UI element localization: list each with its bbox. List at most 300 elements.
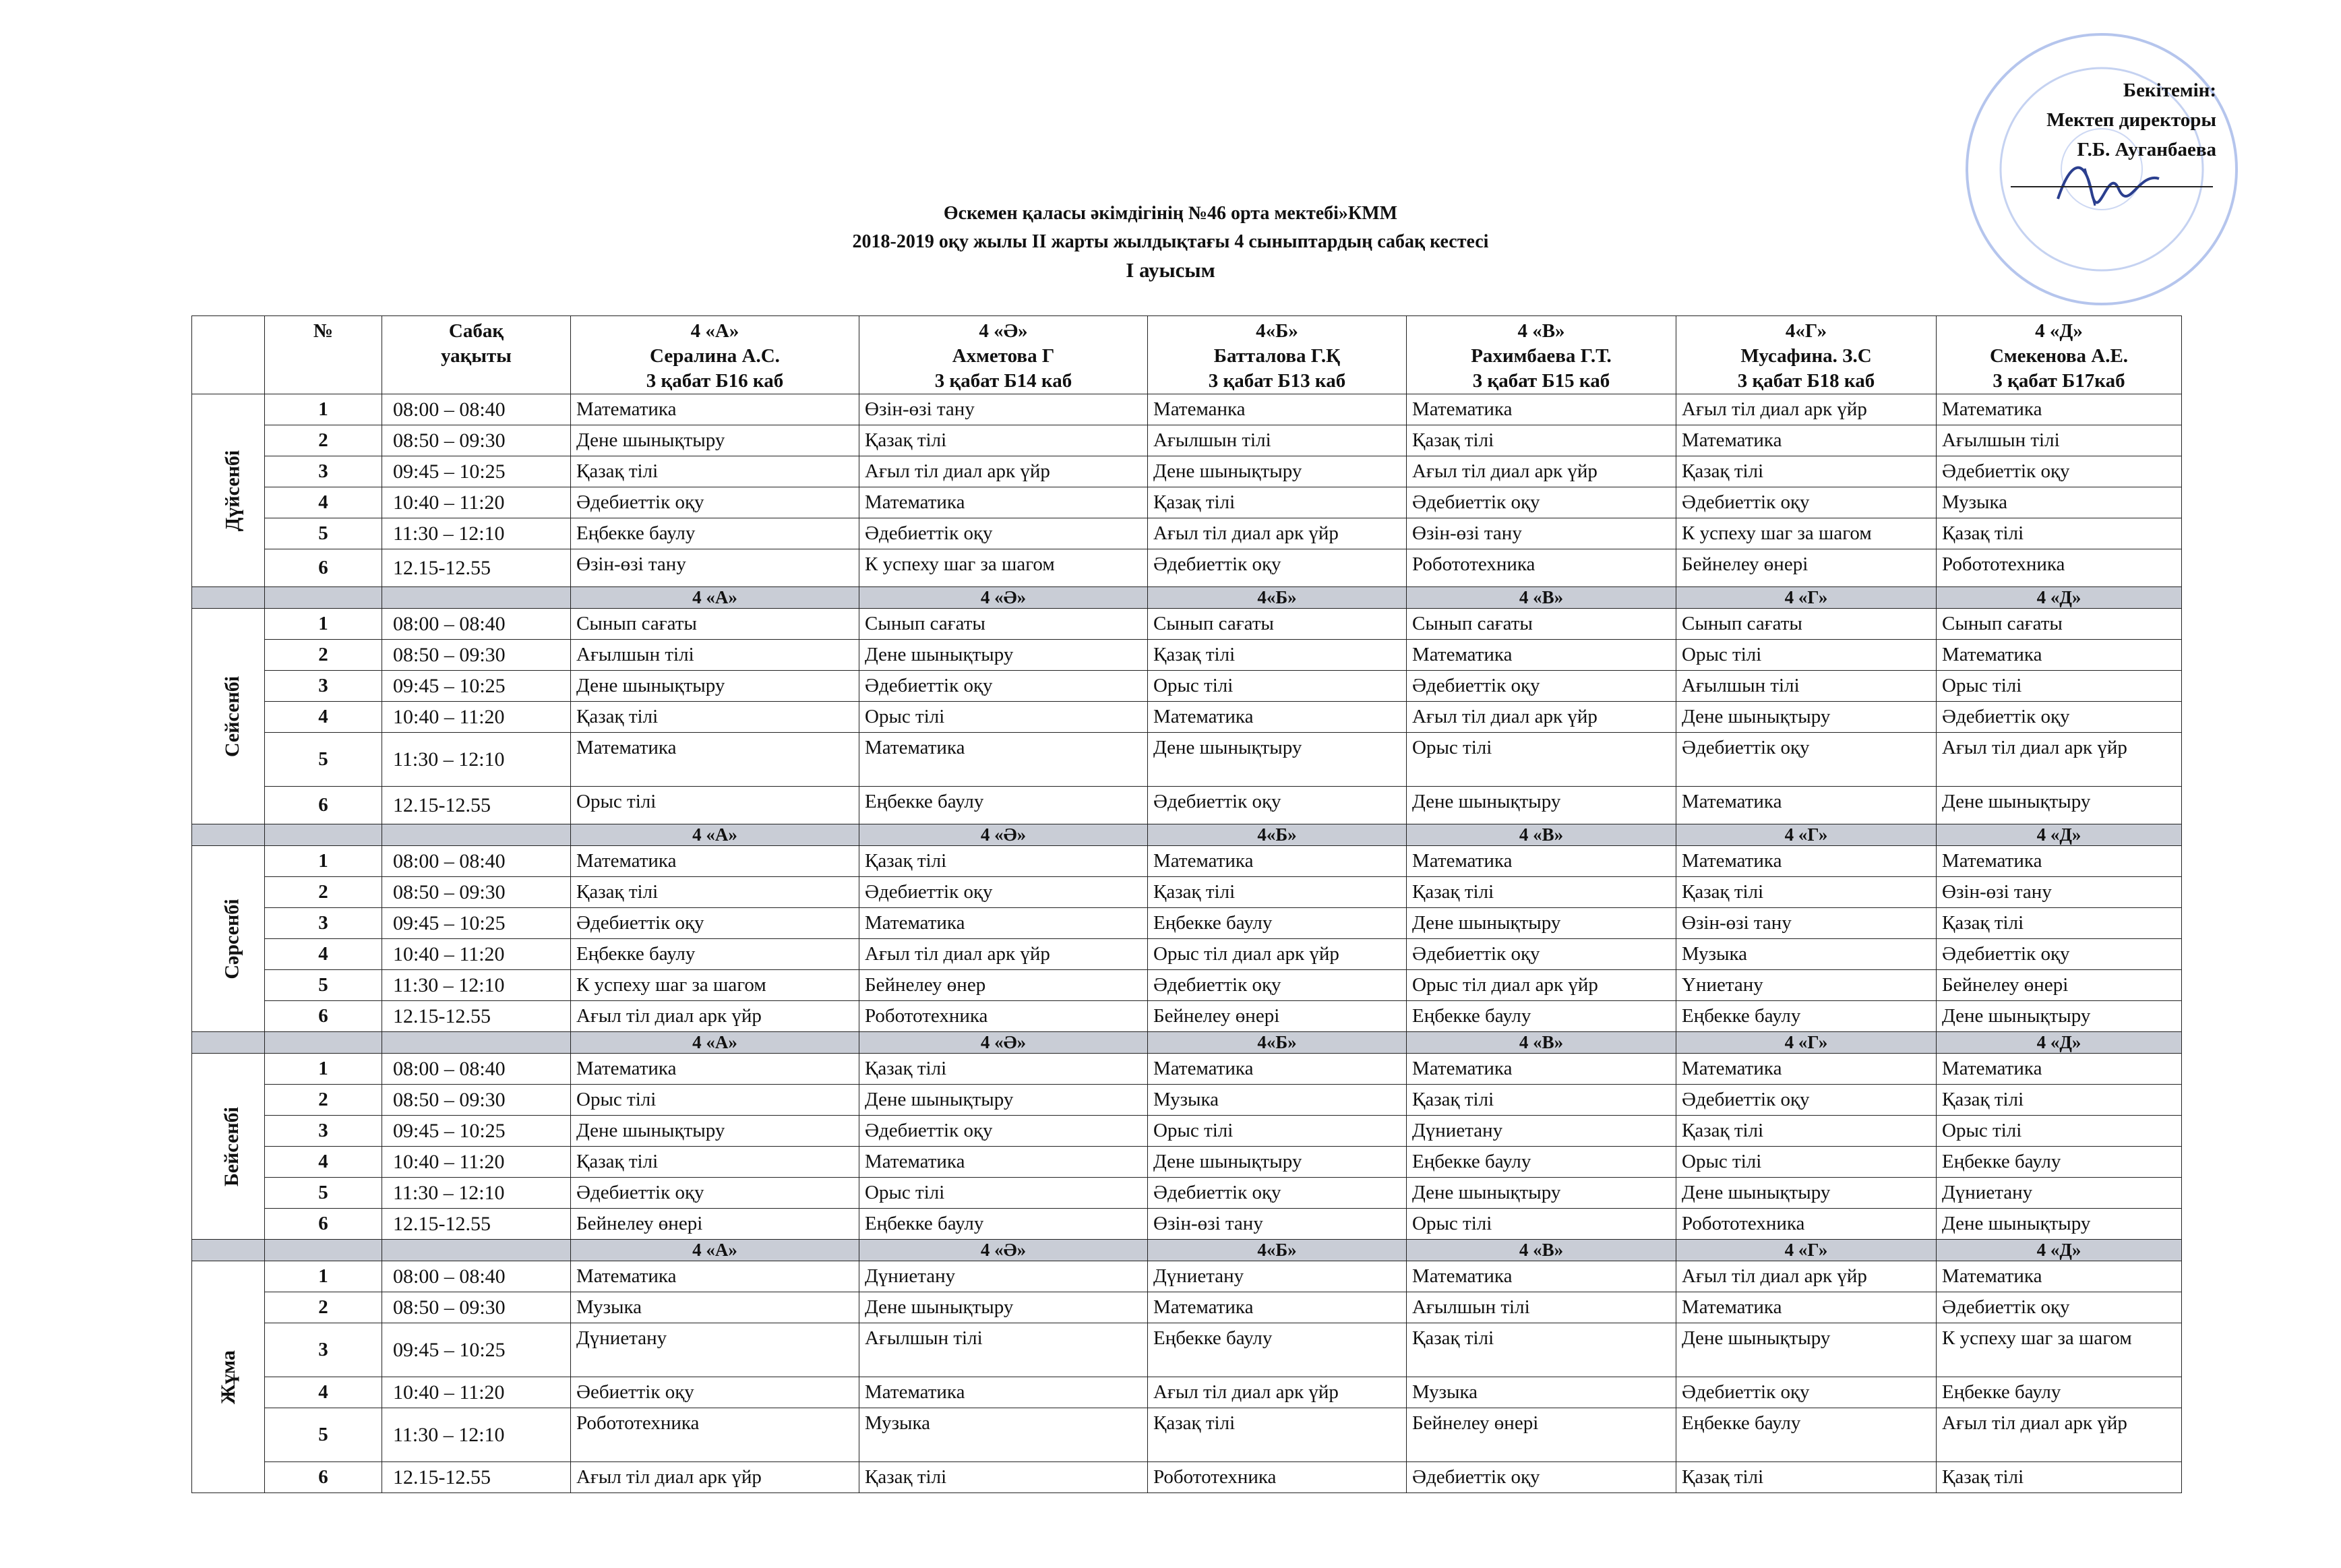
subject-cell: Әдебиеттік оқу [1407,671,1676,702]
lesson-row [192,733,2182,787]
subject-cell: Қазақ тілі [1407,877,1676,908]
lesson-time: 08:00 – 08:40 [382,394,571,425]
subject-cell: Қазақ тілі [1407,1323,1676,1377]
subject-cell: Қазақ тілі [1676,1462,1937,1493]
subject-cell: Ағыл тіл диал арк үйр [1937,733,2182,787]
subject-cell: Ағыл тіл диал арк үйр [1676,1261,1937,1292]
separator-class-label: 4«Б» [1148,1240,1407,1261]
subject-cell: Қазақ тілі [1148,877,1407,908]
subject-cell: Математика [571,846,859,877]
subject-cell: Дене шынықтыру [1148,456,1407,487]
lesson-number: 5 [265,1408,382,1462]
subject-cell: Бейнелеу өнер [859,970,1148,1001]
subject-cell: Қазақ тілі [859,846,1148,877]
subject-cell: Орыс тілі [1676,1147,1937,1178]
subject-cell: Математика [571,1054,859,1085]
lesson-time: 12.15-12.55 [382,549,571,587]
subject-cell: Математика [859,908,1148,939]
subject-cell: Әдебиеттік оқу [859,671,1148,702]
lesson-time: 09:45 – 10:25 [382,1116,571,1147]
subject-cell: Өзін-өзі тану [1676,908,1937,939]
subject-cell: Әдебиеттік оқу [1937,456,2182,487]
subject-cell: Музыка [859,1408,1148,1462]
lesson-number: 6 [265,549,382,587]
subject-cell: К успеху шаг за шагом [1937,1323,2182,1377]
subject-cell: Қазақ тілі [1148,640,1407,671]
subject-cell: Дене шынықтыру [1407,908,1676,939]
subject-cell: Математика [1676,787,1937,824]
separator-class-label: 4 «Г» [1676,1032,1937,1054]
subject-cell: Математика [1676,1292,1937,1323]
subject-cell: Әдебиеттік оқу [859,518,1148,549]
approval-director-name: Г.Б. Ауганбаева [2077,139,2216,160]
lesson-row [192,394,2182,425]
approval-position: Мектеп директоры [2046,109,2216,131]
subject-cell: Әдебиеттік оқу [1937,702,2182,733]
subject-cell: Еңбекке баулу [1937,1377,2182,1408]
subject-cell: Математика [1407,1261,1676,1292]
lesson-number: 3 [265,671,382,702]
subject-cell: Әдебиеттік оқу [1407,1462,1676,1493]
lesson-time: 08:50 – 09:30 [382,1292,571,1323]
lesson-number: 4 [265,702,382,733]
subject-cell: Әдебиеттік оқу [1676,1085,1937,1116]
separator-class-label: 4 «В» [1407,1240,1676,1261]
lesson-row [192,1408,2182,1462]
lesson-time: 08:00 – 08:40 [382,609,571,640]
subject-cell: Орыс тілі [859,702,1148,733]
lesson-time: 09:45 – 10:25 [382,908,571,939]
lesson-number: 2 [265,640,382,671]
subject-cell: Дене шынықтыру [1407,787,1676,824]
day-label-cell [192,609,265,824]
subject-cell: Математика [571,733,859,787]
subject-cell: Ағыл тіл диал арк үйр [1407,456,1676,487]
lesson-time: 08:50 – 09:30 [382,877,571,908]
subject-cell: Ағыл тіл диал арк үйр [571,1001,859,1032]
lesson-row [192,456,2182,487]
subject-cell: Математика [859,487,1148,518]
separator-class-label: 4«Б» [1148,1032,1407,1054]
subject-cell: Математика [859,1147,1148,1178]
separator-class-label: 4 «А» [571,824,859,846]
day-label-cell [192,846,265,1032]
day-label-cell [192,1261,265,1493]
lesson-number: 6 [265,1209,382,1240]
lesson-number: 1 [265,609,382,640]
subject-cell: Өзін-өзі тану [1148,1209,1407,1240]
subject-cell: Математика [1937,1261,2182,1292]
subject-cell: Робототехника [859,1001,1148,1032]
subject-cell: Математика [1407,394,1676,425]
day-label-cell [192,394,265,587]
subject-cell: Математика [859,733,1148,787]
lesson-number: 4 [265,487,382,518]
header-number: № [265,316,382,394]
subject-cell: Дене шынықтыру [859,1292,1148,1323]
separator-blank [382,824,571,846]
subject-cell: Қазақ тілі [1937,908,2182,939]
subject-cell: Әдебиеттік оқу [1937,1292,2182,1323]
subject-cell: Қазақ тілі [1407,425,1676,456]
lesson-number: 2 [265,1085,382,1116]
subject-cell: Математика [1148,1292,1407,1323]
subject-cell: Әдебиеттік оқу [1676,1377,1937,1408]
subject-cell: Үниетану [1676,970,1937,1001]
lesson-row [192,1323,2182,1377]
lesson-time: 08:50 – 09:30 [382,425,571,456]
subject-cell: Орыс тілі [1676,640,1937,671]
separator-class-label: 4 «Ә» [859,824,1148,846]
schedule-title: 2018-2019 оқу жылы II жарты жылдықтағы 4 сыныптардың сабақ кестесі [852,231,1489,252]
subject-cell: Әдебиеттік оқу [1148,1178,1407,1209]
lesson-row [192,1462,2182,1493]
header-class-room: 3 қабат Б17каб [1993,370,2125,392]
lesson-row [192,702,2182,733]
lesson-number: 5 [265,733,382,787]
lesson-row [192,908,2182,939]
subject-cell: Дене шынықтыру [1937,1001,2182,1032]
subject-cell: Робототехника [571,1408,859,1462]
subject-cell: Еңбекке баулу [1407,1001,1676,1032]
header-class-room: 3 қабат Б14 каб [934,370,1072,392]
separator-class-label: 4 «В» [1407,824,1676,846]
subject-cell: Әдебиеттік оқу [571,908,859,939]
header-class-room: 3 қабат Б15 каб [1472,370,1610,392]
separator-class-label: 4 «Д» [1937,587,2182,609]
signature-line [2011,186,2213,187]
subject-cell: Дене шынықтыру [1676,1323,1937,1377]
subject-cell: Қазақ тілі [859,1054,1148,1085]
subject-cell: Қазақ тілі [571,1147,859,1178]
day-name: Сейсенбі [221,675,244,757]
separator-blank [192,1240,265,1261]
lesson-time: 12.15-12.55 [382,787,571,824]
header-lesson-time [382,316,571,394]
subject-cell: Математика [1148,1054,1407,1085]
class-separator-row [192,824,2182,846]
subject-cell: Музыка [1676,939,1937,970]
subject-cell: К успеху шаг за шагом [571,970,859,1001]
subject-cell: Дене шынықтыру [1407,1178,1676,1209]
header-class-name: 4«Б» [1256,320,1298,342]
subject-cell: Әдебиеттік оқу [571,1178,859,1209]
separator-class-label: 4 «Д» [1937,1032,2182,1054]
lesson-time: 10:40 – 11:20 [382,1377,571,1408]
subject-cell: Орыс тілі [1937,1116,2182,1147]
lesson-row [192,425,2182,456]
separator-class-label: 4 «Ә» [859,587,1148,609]
lesson-row [192,970,2182,1001]
lesson-number: 5 [265,970,382,1001]
lesson-row [192,846,2182,877]
lesson-number: 3 [265,456,382,487]
subject-cell: Сынып сағаты [1937,609,2182,640]
subject-cell: Математика [859,1377,1148,1408]
subject-cell: Қазақ тілі [1148,487,1407,518]
lesson-number: 3 [265,1323,382,1377]
separator-blank [265,1032,382,1054]
lesson-row [192,1001,2182,1032]
subject-cell: Дене шынықтыру [1937,1209,2182,1240]
class-separator-row [192,1032,2182,1054]
lesson-time: 10:40 – 11:20 [382,939,571,970]
subject-cell: Еңбекке баулу [859,787,1148,824]
header-class-1 [571,316,859,394]
day-label-cell [192,1054,265,1240]
lesson-time: 10:40 – 11:20 [382,702,571,733]
subject-cell: Орыс тілі [1407,733,1676,787]
lesson-number: 2 [265,1292,382,1323]
subject-cell: Математика [1407,1054,1676,1085]
subject-cell: Музыка [1148,1085,1407,1116]
subject-cell: Қазақ тілі [1407,1085,1676,1116]
header-class-name: 4 «Д» [2035,320,2083,342]
subject-cell: Әдебиеттік оқу [1407,487,1676,518]
subject-cell: Музыка [1937,487,2182,518]
subject-cell: Орыс тілі [1148,671,1407,702]
subject-cell: Ағылшын тілі [1676,671,1937,702]
subject-cell: Математика [1676,425,1937,456]
day-name: Сәрсенбі [220,898,243,979]
subject-cell: Математика [1148,846,1407,877]
lesson-row [192,1292,2182,1323]
lesson-number: 5 [265,518,382,549]
lesson-number: 1 [265,1261,382,1292]
separator-class-label: 4 «А» [571,587,859,609]
approval-title: Бекітемін: [2123,80,2216,101]
lesson-row [192,1085,2182,1116]
separator-blank [382,1032,571,1054]
lesson-time: 12.15-12.55 [382,1462,571,1493]
subject-cell: Өзін-өзі тану [1407,518,1676,549]
subject-cell: Математика [1676,846,1937,877]
subject-cell: Әебиеттік оқу [571,1377,859,1408]
subject-cell: Ағылшын тілі [571,640,859,671]
subject-cell: Математика [1937,1054,2182,1085]
separator-class-label: 4 «Г» [1676,1240,1937,1261]
lesson-time: 08:00 – 08:40 [382,1054,571,1085]
subject-cell: Ағылшын тілі [1407,1292,1676,1323]
subject-cell: Қазақ тілі [859,1462,1148,1493]
header-class-6 [1937,316,2182,394]
header-class-teacher: Смекенова А.Е. [1989,345,2129,367]
subject-cell: Математика [1937,394,2182,425]
lesson-time: 09:45 – 10:25 [382,671,571,702]
day-name: Бейсенбі [220,1106,243,1186]
lesson-row [192,1116,2182,1147]
lesson-number: 4 [265,1377,382,1408]
lesson-time: 08:00 – 08:40 [382,1261,571,1292]
subject-cell: Әдебиеттік оқу [1148,970,1407,1001]
subject-cell: Орыс тілі [1148,1116,1407,1147]
separator-class-label: 4 «Г» [1676,824,1937,846]
day-name: Дүйсенбі [221,450,244,531]
subject-cell: Математика [571,394,859,425]
separator-class-label: 4 «В» [1407,587,1676,609]
header-class-name: 4 «В» [1517,320,1565,342]
subject-cell: Еңбекке баулу [1937,1147,2182,1178]
subject-cell: Математика [1676,1054,1937,1085]
subject-cell: К успеху шаг за шагом [859,549,1148,587]
subject-cell: Орыс тілі [571,1085,859,1116]
subject-cell: Әдебиеттік оқу [859,1116,1148,1147]
subject-cell: Қазақ тілі [1148,1408,1407,1462]
separator-class-label: 4 «А» [571,1032,859,1054]
header-class-name: 4 «Ә» [979,320,1028,342]
lesson-time: 08:50 – 09:30 [382,1085,571,1116]
lesson-number: 1 [265,394,382,425]
subject-cell: Ағылшын тілі [1148,425,1407,456]
subject-cell: Ағыл тіл диал арк үйр [859,456,1148,487]
subject-cell: Математика [1407,640,1676,671]
subject-cell: Сынып сағаты [1407,609,1676,640]
subject-cell: Бейнелеу өнері [1407,1408,1676,1462]
separator-blank [265,824,382,846]
subject-cell: Еңбекке баулу [571,518,859,549]
subject-cell: Математика [571,1261,859,1292]
lesson-number: 1 [265,1054,382,1085]
subject-cell: Ағылшын тілі [1937,425,2182,456]
subject-cell: Сынып сағаты [859,609,1148,640]
header-class-teacher: Мусафина. З.С [1740,345,1872,367]
lesson-number: 4 [265,1147,382,1178]
subject-cell: Музыка [1407,1377,1676,1408]
subject-cell: Қазақ тілі [1937,1462,2182,1493]
subject-cell: Еңбекке баулу [1407,1147,1676,1178]
subject-cell: Қазақ тілі [1937,518,2182,549]
class-separator-row [192,587,2182,609]
header-class-teacher: Сералина А.С. [650,345,780,367]
header-day-blank [192,316,265,394]
lesson-row [192,609,2182,640]
subject-cell: Ағыл тіл диал арк үйр [859,939,1148,970]
subject-cell: Дене шынықтыру [571,671,859,702]
lesson-number: 3 [265,1116,382,1147]
lesson-number: 2 [265,877,382,908]
lesson-time: 12.15-12.55 [382,1001,571,1032]
subject-cell: Өзін-өзі тану [1937,877,2182,908]
lesson-row [192,1147,2182,1178]
subject-cell: Әдебиеттік оқу [1148,787,1407,824]
subject-cell: Еңбекке баулу [571,939,859,970]
header-class-teacher: Батталова Г.Қ [1213,345,1341,367]
header-class-room: 3 қабат Б18 каб [1737,370,1875,392]
lesson-time: 11:30 – 12:10 [382,518,571,549]
subject-cell: Математика [1937,846,2182,877]
lesson-row [192,1261,2182,1292]
lesson-time: 08:00 – 08:40 [382,846,571,877]
lesson-time: 11:30 – 12:10 [382,970,571,1001]
lesson-number: 1 [265,846,382,877]
separator-blank [192,1032,265,1054]
subject-cell: Әдебиеттік оқу [859,877,1148,908]
day-name: Жұма [216,1350,239,1404]
subject-cell: Орыс тілі [1407,1209,1676,1240]
lesson-row [192,1377,2182,1408]
separator-class-label: 4 «Д» [1937,1240,2182,1261]
subject-cell: Еңбекке баулу [1676,1408,1937,1462]
lesson-time: 08:50 – 09:30 [382,640,571,671]
subject-cell: Дене шынықтыру [1148,1147,1407,1178]
subject-cell: Матеманка [1148,394,1407,425]
lesson-number: 5 [265,1178,382,1209]
lesson-number: 6 [265,787,382,824]
subject-cell: Ағыл тіл диал арк үйр [1676,394,1937,425]
lesson-row [192,939,2182,970]
lesson-time: 11:30 – 12:10 [382,733,571,787]
subject-cell: Қазақ тілі [1676,456,1937,487]
subject-cell: Өзін-өзі тану [859,394,1148,425]
shift-label: I ауысым [1126,258,1215,282]
subject-cell: Ағыл тіл диал арк үйр [1148,518,1407,549]
header-class-4 [1407,316,1676,394]
separator-blank [382,1240,571,1261]
separator-class-label: 4«Б» [1148,587,1407,609]
subject-cell: Математика [1937,640,2182,671]
subject-cell: Робототехника [1937,549,2182,587]
header-class-2 [859,316,1148,394]
subject-cell: Еңбекке баулу [1148,1323,1407,1377]
subject-cell: Ағыл тіл диал арк үйр [1407,702,1676,733]
subject-cell: Дене шынықтыру [571,425,859,456]
school-name: Өскемен қаласы әкімдігінің №46 орта мектебі»КММ [943,203,1398,224]
lesson-time: 12.15-12.55 [382,1209,571,1240]
lesson-time: 10:40 – 11:20 [382,1147,571,1178]
subject-cell: Ағылшын тілі [859,1323,1148,1377]
subject-cell: Дүниетану [1407,1116,1676,1147]
header-class-name: 4 «А» [690,320,739,342]
subject-cell: Ағыл тіл диал арк үйр [1148,1377,1407,1408]
subject-cell: Орыс тілі [859,1178,1148,1209]
subject-cell: Еңбекке баулу [1148,908,1407,939]
subject-cell: Сынып сағаты [1676,609,1937,640]
subject-cell: Ағыл тіл диал арк үйр [1937,1408,2182,1462]
subject-cell: Қазақ тілі [1676,877,1937,908]
subject-cell: Орыс тілі [1937,671,2182,702]
subject-cell: Әдебиеттік оқу [1937,939,2182,970]
separator-blank [192,824,265,846]
subject-cell: Музыка [571,1292,859,1323]
subject-cell: Сынып сағаты [1148,609,1407,640]
subject-cell: Дүниетану [859,1261,1148,1292]
header-class-name: 4«Г» [1785,320,1827,342]
separator-class-label: 4 «Ә» [859,1032,1148,1054]
subject-cell: Бейнелеу өнері [571,1209,859,1240]
subject-cell: Қазақ тілі [1676,1116,1937,1147]
separator-class-label: 4 «А» [571,1240,859,1261]
subject-cell: Әдебиеттік оқу [1148,549,1407,587]
lesson-number: 4 [265,939,382,970]
lesson-row [192,671,2182,702]
subject-cell: Дене шынықтыру [571,1116,859,1147]
lesson-number: 2 [265,425,382,456]
lesson-time: 09:45 – 10:25 [382,456,571,487]
schedule-body [192,394,2182,1493]
subject-cell: Қазақ тілі [571,702,859,733]
subject-cell: Робототехника [1407,549,1676,587]
header-class-teacher: Ахметова Г [952,345,1055,367]
lesson-time: 09:45 – 10:25 [382,1323,571,1377]
subject-cell: Дене шынықтыру [859,640,1148,671]
header-time-line1: Сабақ [448,320,504,342]
document-title [0,200,2341,284]
subject-cell: Дене шынықтыру [859,1085,1148,1116]
subject-cell: Қазақ тілі [1937,1085,2182,1116]
subject-cell: К успеху шаг за шагом [1676,518,1937,549]
header-class-room: 3 қабат Б13 каб [1208,370,1346,392]
subject-cell: Орыс тіл диал арк үйр [1148,939,1407,970]
